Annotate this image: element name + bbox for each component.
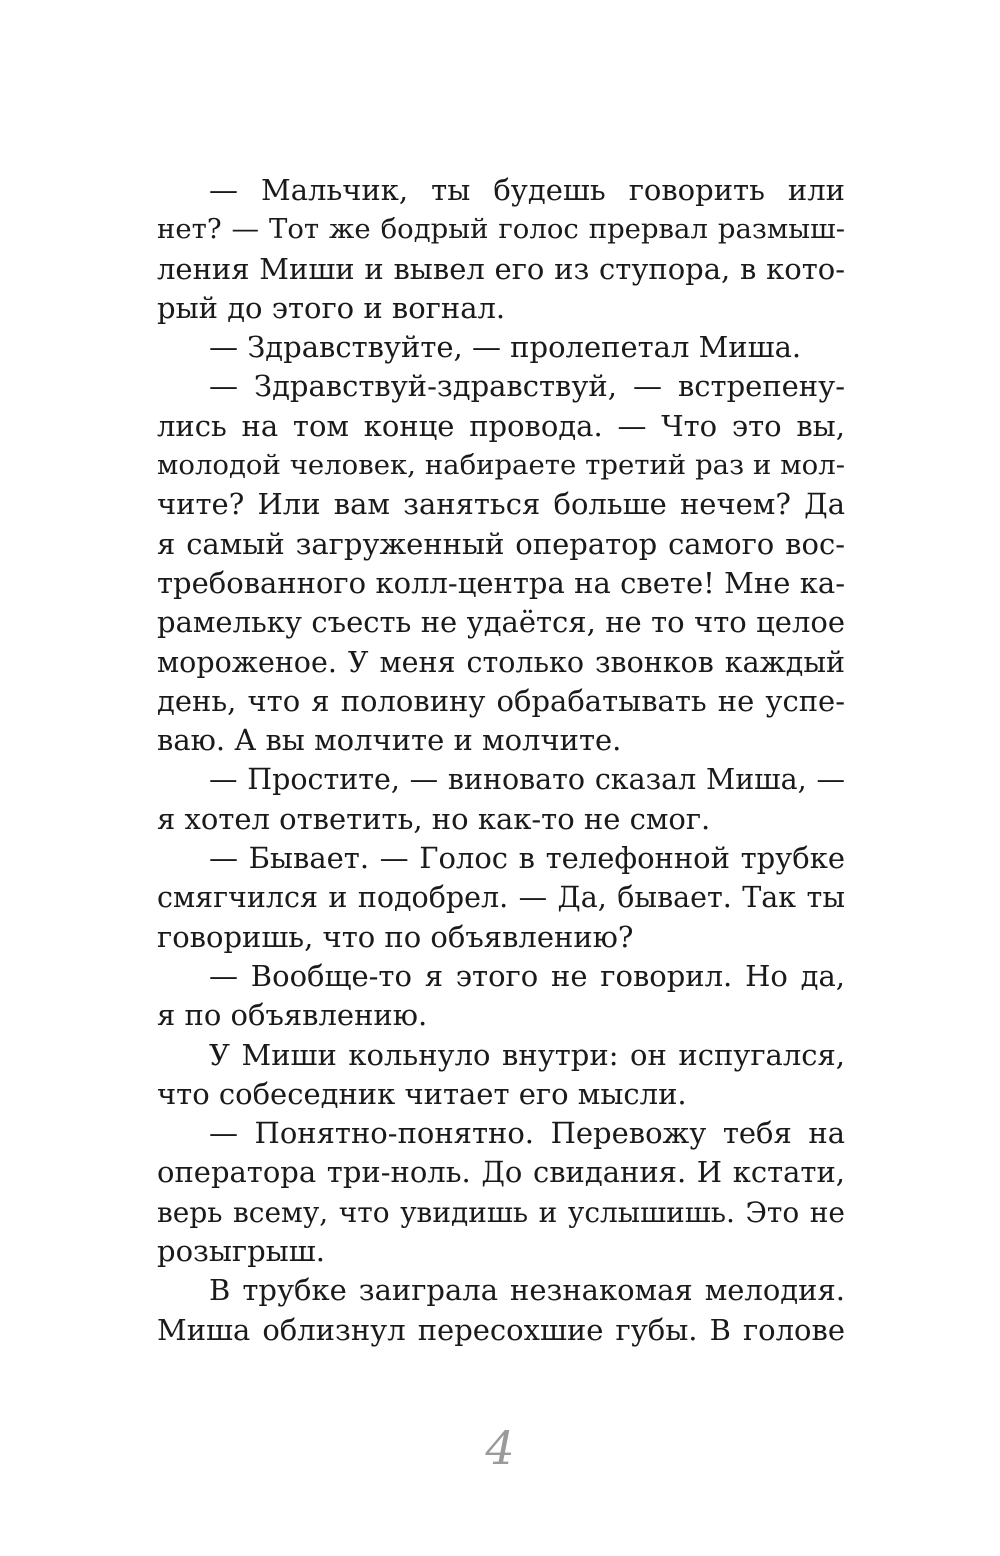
text-line: ления Миши и вывел его из ступора, в кото- [157,251,845,286]
text-line: говоришь, что по объявлению? [157,919,634,954]
text-line: что собеседник читает его мысли. [157,1076,687,1111]
text-line: оператора три-ноль. До свидания. И кстати, [157,1155,845,1190]
text-line: — Простите, — виновато сказал Миша, — [209,763,845,797]
text-line: я по объявлению. [157,998,428,1033]
text-line: мороженое. У меня столько звонков каждый [157,645,845,679]
text-line: рамельку съесть не удаётся, не то что целое [157,605,845,640]
text-line: требованного колл-центра на свете! Мне ка- [157,565,845,600]
body-text [157,171,845,1350]
text-line: В трубке заиграла незнакомая мелодия. [209,1273,845,1308]
text-line: Миша облизнул пересохшие губы. В голове [157,1312,845,1347]
text-line: молодой человек, набираете третий раз и мол- [157,449,845,482]
text-line: рый до этого и вогнал. [157,290,506,325]
text-line: ваю. А вы молчите и молчите. [157,723,622,758]
text-line: нет? — Тот же бодрый голос прервал размыш- [157,213,845,246]
text-line: смягчился и подобрел. — Да, бывает. Так ты [157,881,845,915]
text-line: розыгрыш. [157,1234,325,1269]
text-line: — Бывает. — Голос в телефонной трубке [209,841,845,876]
text-line: У Миши кольнуло внутри: он испугался, [209,1037,845,1072]
text-line: день, что я половину обрабатывать не успе- [157,683,845,718]
text-line: — Мальчик, ты будешь говорить или [209,173,845,207]
text-line: верь всему, что увидишь и услышишь. Это не [157,1195,845,1229]
text-line: — Вообще-то я этого не говорил. Но да, [209,958,845,993]
text-line: чите? Или вам заняться больше нечем? Да [157,487,845,522]
text-line: — Здравствуйте, — пролепетал Миша. [209,330,802,365]
text-line: — Здравствуй-здравствуй, — встрепену- [209,369,845,404]
text-line: я хотел ответить, но как-то не смог. [157,801,711,836]
text-line: — Понятно-понятно. Перевожу тебя на [209,1116,845,1151]
text-line: лись на том конце провода. — Что это вы, [157,408,845,443]
page-number: 4 [485,1421,515,1475]
text-line: я самый загруженный оператор самого вос- [157,526,845,561]
